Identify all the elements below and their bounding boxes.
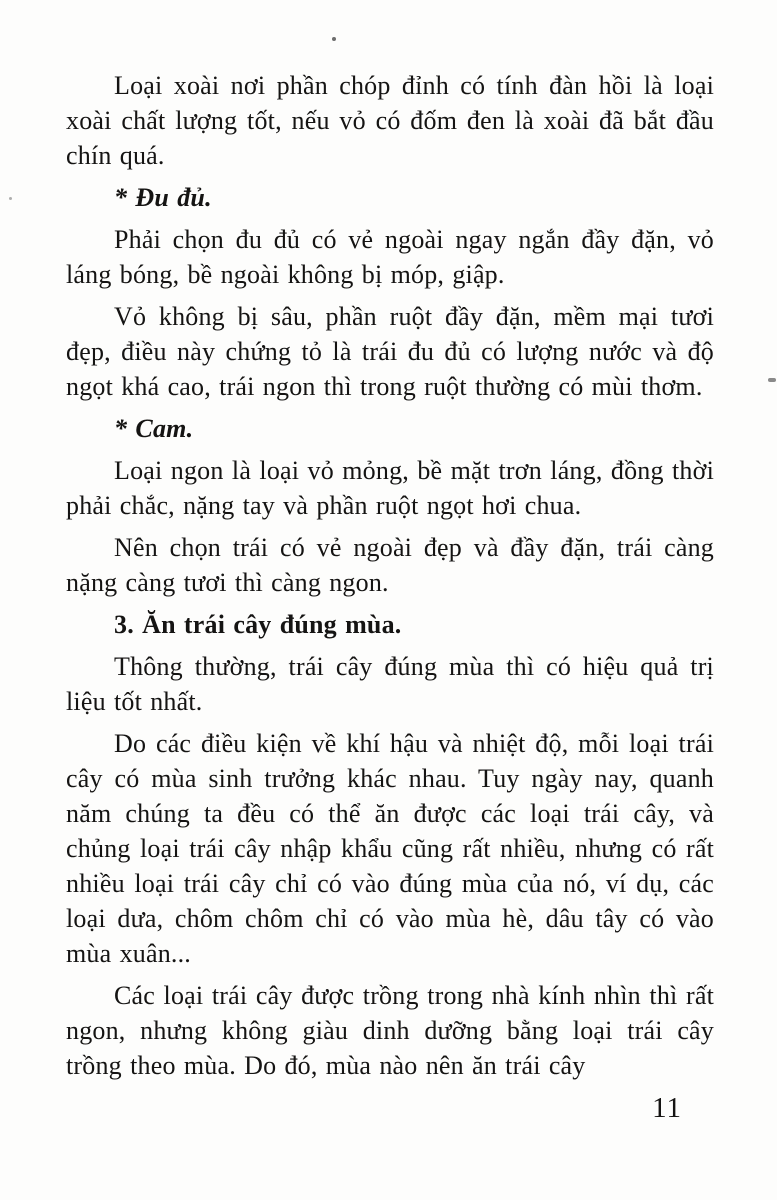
scan-artifact-speck <box>332 37 336 41</box>
scan-artifact-speck <box>768 378 776 382</box>
paragraph-papaya-appearance: Phải chọn đu đủ có vẻ ngoài ngay ngắn đầy đặn, vỏ láng bóng, bề ngoài không bị móp, giập. <box>66 225 714 289</box>
paragraph-orange-quality: Loại ngon là loại vỏ mỏng, bề mặt trơn láng, đồng thời phải chắc, nặng tay và phần ruột ngọt hơi chua. <box>66 456 714 520</box>
section-heading-eat-fruit-in-season: 3. Ăn trái cây đúng mùa. <box>114 610 402 639</box>
body-text-block <box>66 68 714 1083</box>
subheading-papaya: * Đu đủ. <box>114 183 212 212</box>
paragraph-season-climate: Do các điều kiện về khí hậu và nhiệt độ, mỗi loại trái cây có mùa sinh trưởng khác nhau. Tuy ngày nay, quanh năm chúng ta đều có thể ăn được các loại trái cây, và chủng loại trái cây nhập khẩu cũng rất nhiều, nhưng có rất nhiều loại trái cây chỉ có vào đúng mùa của nó, ví dụ, các loại dưa, chôm chôm chỉ có vào mùa hè, dâu tây có vào mùa xuân... <box>66 729 714 968</box>
paragraph-season-effectiveness: Thông thường, trái cây đúng mùa thì có hiệu quả trị liệu tốt nhất. <box>66 652 714 716</box>
paragraph-greenhouse-fruit: Các loại trái cây được trồng trong nhà kính nhìn thì rất ngon, nhưng không giàu dinh dưỡng bằng loại trái cây trồng theo mùa. Do đó, mùa nào nên ăn trái cây <box>66 981 714 1080</box>
paragraph-orange-weight: Nên chọn trái có vẻ ngoài đẹp và đầy đặn, trái càng nặng càng tươi thì càng ngon. <box>66 533 714 597</box>
subheading-orange: * Cam. <box>114 414 194 443</box>
paragraph-mango-quality: Loại xoài nơi phần chóp đỉnh có tính đàn hồi là loại xoài chất lượng tốt, nếu vỏ có đốm đen là xoài đã bắt đầu chín quá. <box>66 71 714 170</box>
scan-artifact-speck <box>9 197 12 200</box>
paragraph-papaya-flesh: Vỏ không bị sâu, phần ruột đầy đặn, mềm mại tươi đẹp, điều này chứng tỏ là trái đu đủ có lượng nước và độ ngọt khá cao, trái ngon thì trong ruột thường có mùi thơm. <box>66 302 714 401</box>
page-number: 11 <box>652 1092 682 1124</box>
